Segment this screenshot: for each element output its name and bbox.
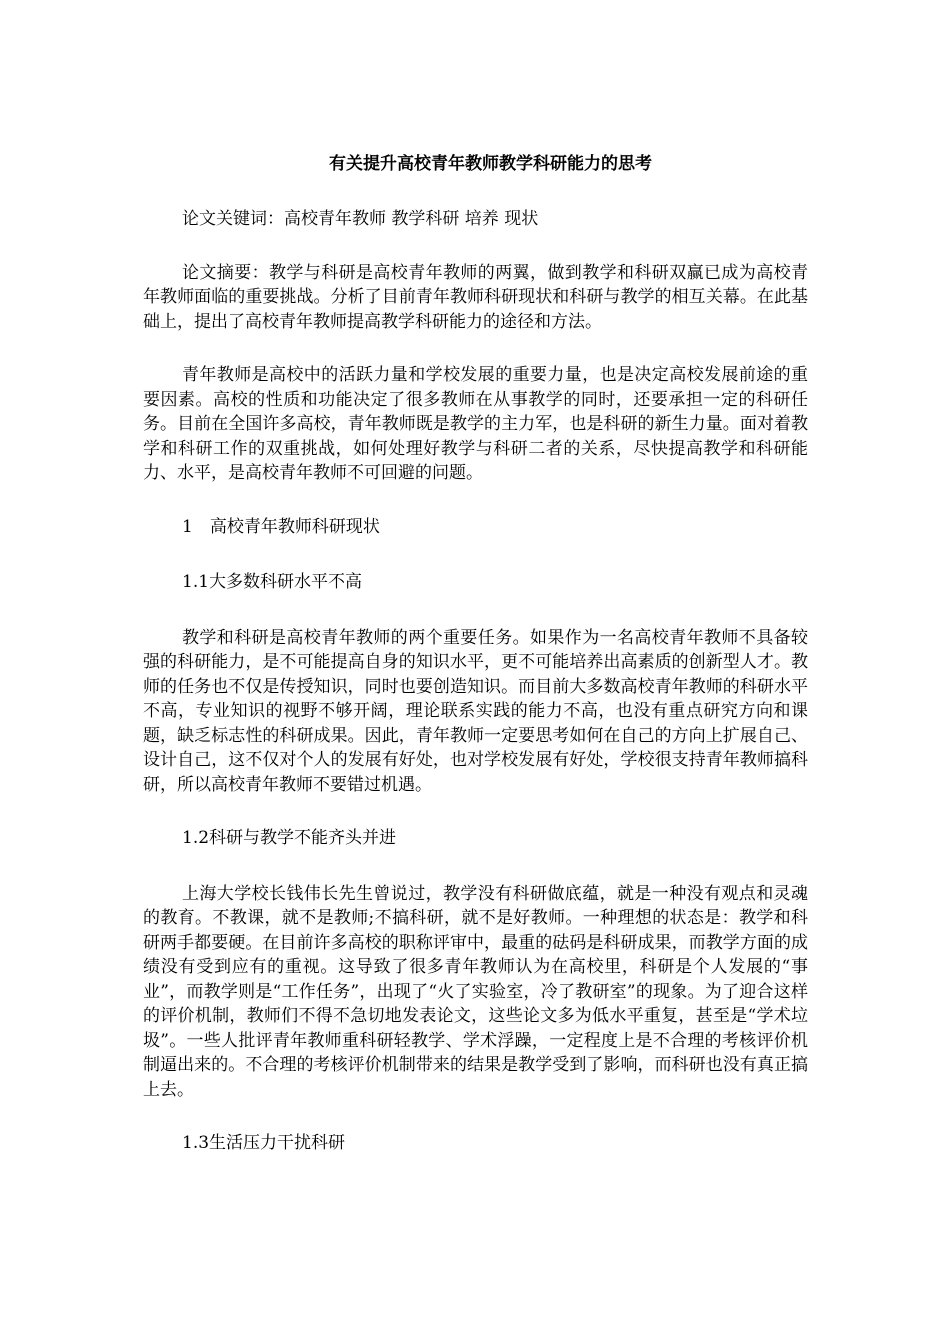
section-1-3-heading: 1.3生活压力干扰科研 — [182, 1133, 346, 1153]
document-title: 有关提升高校青年教师教学科研能力的思考 — [329, 154, 652, 174]
intro-paragraph: 青年教师是高校中的活跃力量和学校发展的重要力量，也是决定高校发展前途的重要因素。高校的性质和功能决定了很多教师在从事教学的同时，还要承担一定的科研任务。目前在全国许多高校，青年教师既是教学的主力军，也是科研的新生力量。面对着教学和科研工作的双重挑战，如何处理好教学与科研二者的关系，尽快提高教学和科研能力、水平，是高校青年教师不可回避的问题。 — [143, 365, 808, 483]
keywords-paragraph: 论文关键词：高校青年教师 教学科研 培养 现状 — [182, 209, 539, 229]
section-1-1-paragraph: 教学和科研是高校青年教师的两个重要任务。如果作为一名高校青年教师不具备较强的科研能力，是不可能提高自身的知识水平，更不可能培养出高素质的创新型人才。教师的任务也不仅是传授知识，同时也要创造知识。而目前大多数高校青年教师的科研水平不高，专业知识的视野不够开阔，理论联系实践的能力不高，也没有重点研究方向和课题，缺乏标志性的科研成果。因此，青年教师一定要思考如何在自己的方向上扩展自己、设计自己，这不仅对个人的发展有好处，也对学校发展有好处，学校很支持青年教师搞科研，所以高校青年教师不要错过机遇。 — [143, 627, 808, 795]
section-1-2-heading: 1.2科研与教学不能齐头并进 — [182, 828, 397, 848]
section-1-2-paragraph: 上海大学校长钱伟长先生曾说过，教学没有科研做底蕴，就是一种没有观点和灵魂的教育。不教课，就不是教师;不搞科研，就不是好教师。一种理想的状态是：教学和科研两手都要硬。在目前许多高校的职称评审中，最重的砝码是科研成果，而教学方面的成绩没有受到应有的重视。这导致了很多青年教师认为在高校里，科研是个人发展的“事业”，而教学则是“工作任务”，出现了“火了实验室，冷了教研室”的现象。为了迎合这样的评价机制，教师们不得不急切地发表论文，这些论文多为低水平重复，甚至是“学术垃圾”。一些人批评青年教师重科研轻教学、学术浮躁，一定程度上是不合理的考核评价机制逼出来的。不合理的考核评价机制带来的结果是教学受到了影响，而科研也没有真正搞上去。 — [143, 883, 808, 1100]
abstract-paragraph: 论文摘要：教学与科研是高校青年教师的两翼，做到教学和科研双赢已成为高校青年教师面临的重要挑战。分析了目前青年教师科研现状和科研与教学的相互关幕。在此基础上，提出了高校青年教师提高教学科研能力的途径和方法。 — [143, 262, 808, 332]
section-1-heading: 1 高校青年教师科研现状 — [182, 516, 380, 537]
section-1-1-heading: 1.1大多数科研水平不高 — [182, 572, 363, 592]
document-page — [143, 152, 808, 1187]
